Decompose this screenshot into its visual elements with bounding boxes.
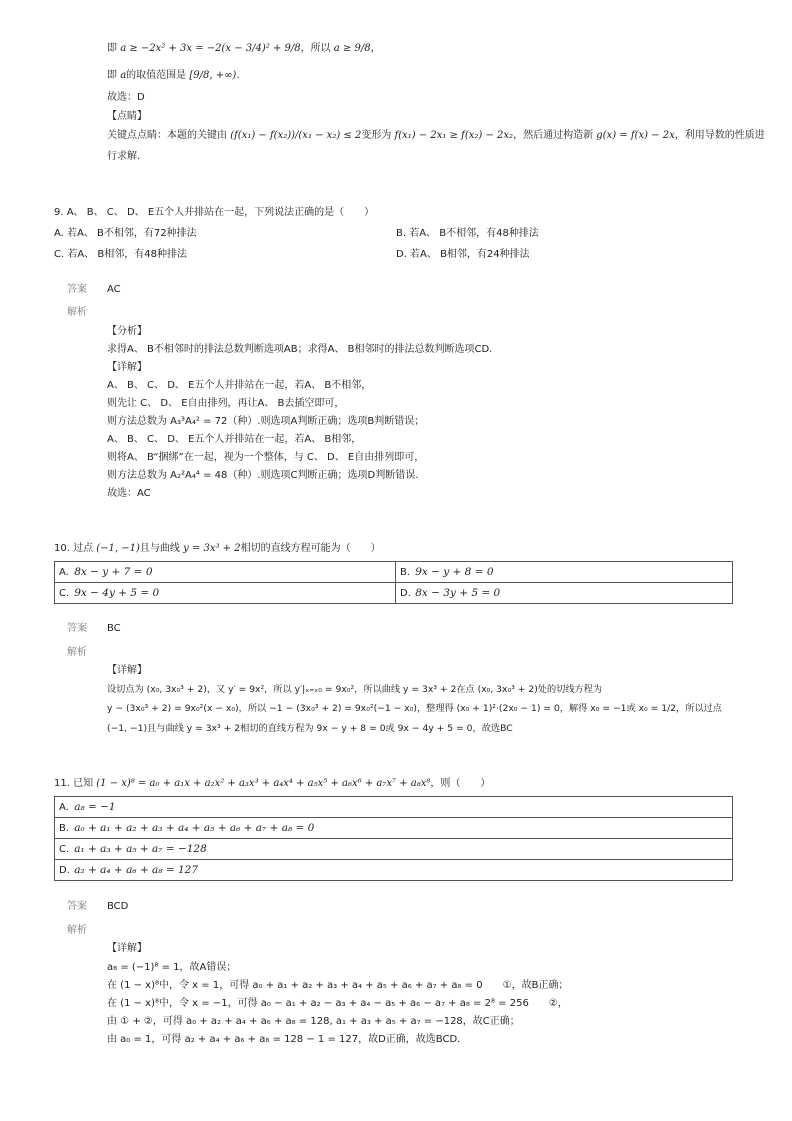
q10-analysis-line: (−1, −1)且与曲线 y = 3x³ + 2相切的直线方程为 9x − y + 8 = 0或 9x − 4y + 5 = 0，故选BC <box>107 723 513 734</box>
q11-analysis-line: 在 (1 − x)⁸中，令 x = −1，可得 a₀ − a₁ + a₂ − a₃ + a₄ − a₅ + a₆ − a₇ + a₈ = 2⁸ = 256 ②， <box>107 998 568 1009</box>
q11-answer-label: 答案 <box>67 901 87 912</box>
q9-analysis-line: 则将A、 B“捆绑”在一起，视为一个整体，与 C、 D、 E自由排列即可， <box>107 452 425 463</box>
q10-analysis-label: 解析 <box>67 647 87 658</box>
q9-analysis-line: 求得A、 B不相邻时的排法总数判断选项AB；求得A、 B相邻时的排法总数判断选项CD. <box>107 344 493 355</box>
q10-analysis-line: y − (3x₀³ + 2) = 9x₀²(x − x₀)，所以 −1 − (3x₀³ + 2) = 9x₀²(−1 − x₀)，整理得 (x₀ + 1)²·(2x₀ − 1) = 0，解得 x₀ = −1或 x₀ = 1/2，所以过点 <box>107 703 722 714</box>
q9-analysis-line: 【详解】 <box>107 362 147 373</box>
q11-answer: BCD <box>107 901 129 912</box>
q10-option-d[interactable]: D. 8x − 3y + 5 = 0 <box>396 583 733 604</box>
q10-option-b[interactable]: B. 9x − y + 8 = 0 <box>396 562 733 583</box>
q8-inequality-math: a ≥ −2x² + 3x = −2(x − 3/4)² + 9/8 <box>120 43 301 54</box>
q10-option-a[interactable]: A. 8x − y + 7 = 0 <box>55 562 396 583</box>
q11-option-d[interactable]: D. a₂ + a₄ + a₆ + a₈ = 127 <box>55 860 733 881</box>
q9-analysis-label: 解析 <box>67 307 87 318</box>
q9-stem: 9. A、 B、 C、 D、 E五个人并排站在一起，下列说法正确的是（ ） <box>54 207 375 218</box>
q8-tag: 【点睛】 <box>107 111 147 122</box>
q9-analysis-line: 则方法总数为 A₂²A₄⁴ = 48（种）.则选项C判断正确；选项D判断错误. <box>107 470 419 481</box>
q9-analysis-line: A、 B、 C、 D、 E五个人并排站在一起，若A、 B相邻， <box>107 434 362 445</box>
q10-option-c[interactable]: C. 9x − 4y + 5 = 0 <box>55 583 396 604</box>
q9-analysis-line: A、 B、 C、 D、 E五个人并排站在一起，若A、 B不相邻， <box>107 380 372 391</box>
q11-analysis-line: a₈ = (−1)⁸ = 1，故A错误； <box>107 962 237 973</box>
q8-key-line: 关键点点睛：本题的关键由 (f(x₁) − f(x₂))/(x₁ − x₂) ≤ 2变形为 f(x₁) − 2x₁ ≥ f(x₂) − 2x₂，然后通过构造新 g(x) = f(x) − 2x，利用导数的性质进 <box>107 130 765 141</box>
q11-option-b[interactable]: B. a₀ + a₁ + a₂ + a₃ + a₄ + a₅ + a₆ + a₇ + a₈ = 0 <box>55 818 733 839</box>
q10-stem: 10. 过点 (−1, −1)且与曲线 y = 3x³ + 2相切的直线方程可能为（ ） <box>54 543 381 554</box>
q11-analysis-line: 由 ① + ②，可得 a₀ + a₂ + a₄ + a₆ + a₈ = 128, a₁ + a₃ + a₅ + a₇ = −128，故C正确； <box>107 1016 520 1027</box>
q9-analysis-line: 则方法总数为 A₃³A₄² = 72（种）.则选项A判断正确；选项B判断错误； <box>107 416 425 427</box>
q9-analysis-line: 则先让 C、 D、 E自由排列，再让A、 B去插空即可， <box>107 398 345 409</box>
q11-analysis-label: 解析 <box>67 925 87 936</box>
q9-analysis-line: 【分析】 <box>107 326 147 337</box>
q8-line2: 即 a的取值范围是 [9/8, +∞). <box>107 70 240 81</box>
q10-analysis-line: 【详解】 <box>107 665 147 676</box>
q9-answer-label: 答案 <box>67 284 87 295</box>
q11-analysis-line: 由 a₀ = 1，可得 a₂ + a₄ + a₆ + a₈ = 128 − 1 = 127，故D正确，故选BCD. <box>107 1034 461 1045</box>
q9-option-d[interactable]: D. 若A、 B相邻，有24种排法 <box>396 249 530 260</box>
q8-line1: 即 a ≥ −2x² + 3x = −2(x − 3/4)² + 9/8，所以 a ≥ 9/8， <box>107 43 381 54</box>
q11-stem: 11. 已知 (1 − x)⁸ = a₀ + a₁x + a₂x² + a₃x³ + a₄x⁴ + a₅x⁵ + a₆x⁶ + a₇x⁷ + a₈x⁸，则（ ） <box>54 778 491 789</box>
q11-analysis-line: 【详解】 <box>107 943 147 954</box>
q9-option-c[interactable]: C. 若A、 B相邻，有48种排法 <box>54 249 187 260</box>
q9-analysis-line: 故选：AC <box>107 488 151 499</box>
q10-analysis-line: 设切点为 (x₀, 3x₀³ + 2)，又 y′ = 9x²，所以 y′|ₓ₌ₓ₀ = 9x₀²，所以曲线 y = 3x³ + 2在点 (x₀, 3x₀³ + 2)处的切线方程为 <box>107 684 603 695</box>
q8-range-math: [9/8, +∞) <box>189 70 237 81</box>
q11-option-a[interactable]: A. a₈ = −1 <box>55 797 733 818</box>
q8-answer: 故选：D <box>107 92 145 103</box>
q9-answer: AC <box>107 284 121 295</box>
q11-analysis-line: 在 (1 − x)⁸中，令 x = 1，可得 a₀ + a₁ + a₂ + a₃ + a₄ + a₅ + a₆ + a₇ + a₈ = 0 ①，故B正确； <box>107 980 569 991</box>
q8-key-line2: 行求解. <box>107 151 141 162</box>
q11-option-c[interactable]: C. a₁ + a₃ + a₅ + a₇ = −128 <box>55 839 733 860</box>
q10-answer: BC <box>107 623 121 634</box>
q10-options-table <box>54 561 733 604</box>
q9-option-b[interactable]: B. 若A、 B不相邻，有48种排法 <box>396 228 539 239</box>
q9-option-a[interactable]: A. 若A、 B不相邻，有72种排法 <box>54 228 197 239</box>
q10-answer-label: 答案 <box>67 623 87 634</box>
q11-options-table <box>54 796 733 881</box>
